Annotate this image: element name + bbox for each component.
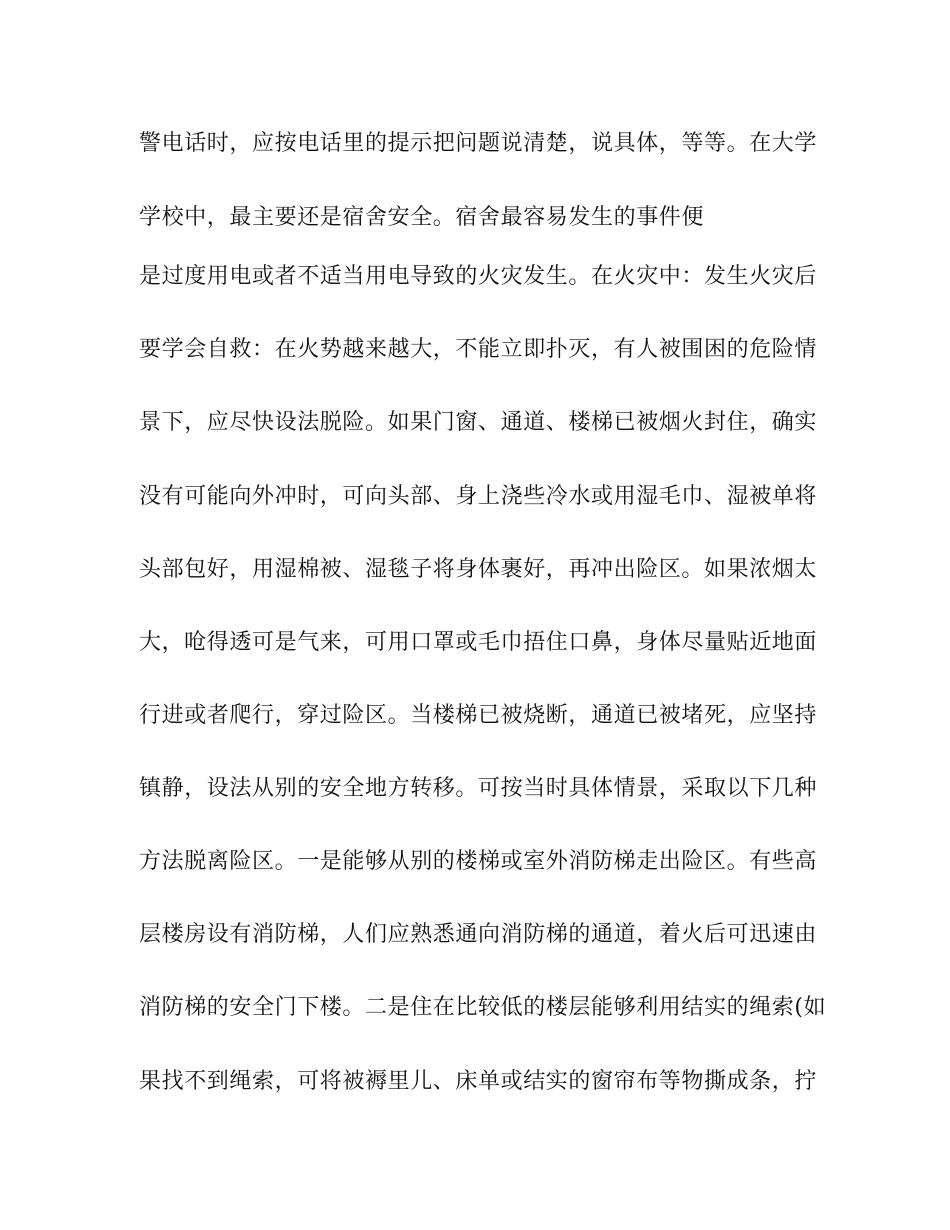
text-line: 层楼房设有消防梯，人们应熟悉通向消防梯的通道，着火后可迅速由	[139, 922, 818, 947]
text-line: 景下，应尽快设法脱险。如果门窗、通道、楼梯已被烟火封住，确实	[139, 410, 818, 435]
text-line: 头部包好，用湿棉被、湿毯子将身体裹好，再冲出险区。如果浓烟太	[139, 557, 818, 582]
text-line: 行进或者爬行，穿过险区。当楼梯已被烧断，通道已被堵死，应坚持	[139, 703, 818, 728]
text-line: 方法脱离险区。一是能够从别的楼梯或室外消防梯走出险区。有些高	[139, 849, 818, 874]
text-line: 大，呛得透可是气来，可用口罩或毛巾捂住口鼻，身体尽量贴近地面	[139, 630, 818, 655]
text-line: 是过度用电或者不适当用电导致的火灾发生。在火灾中：发生火灾后	[139, 264, 818, 289]
text-line: 没有可能向外冲时，可向头部、身上浇些冷水或用湿毛巾、湿被单将	[139, 484, 818, 509]
text-line: 消防梯的安全门下楼。二是住在比较低的楼层能够利用结实的绳索(如	[139, 995, 827, 1020]
text-line: 警电话时，应按电话里的提示把问题说清楚，说具体，等等。在大学	[139, 131, 818, 156]
text-line: 镇静，设法从别的安全地方转移。可按当时具体情景，采取以下几种	[139, 776, 818, 801]
text-line: 要学会自救：在火势越来越大，不能立即扑灭，有人被围困的危险情	[139, 337, 818, 362]
text-line: 果找不到绳索，可将被褥里儿、床单或结实的窗帘布等物撕成条，拧	[139, 1069, 818, 1094]
text-line: 学校中，最主要还是宿舍安全。宿舍最容易发生的事件便	[139, 205, 705, 230]
